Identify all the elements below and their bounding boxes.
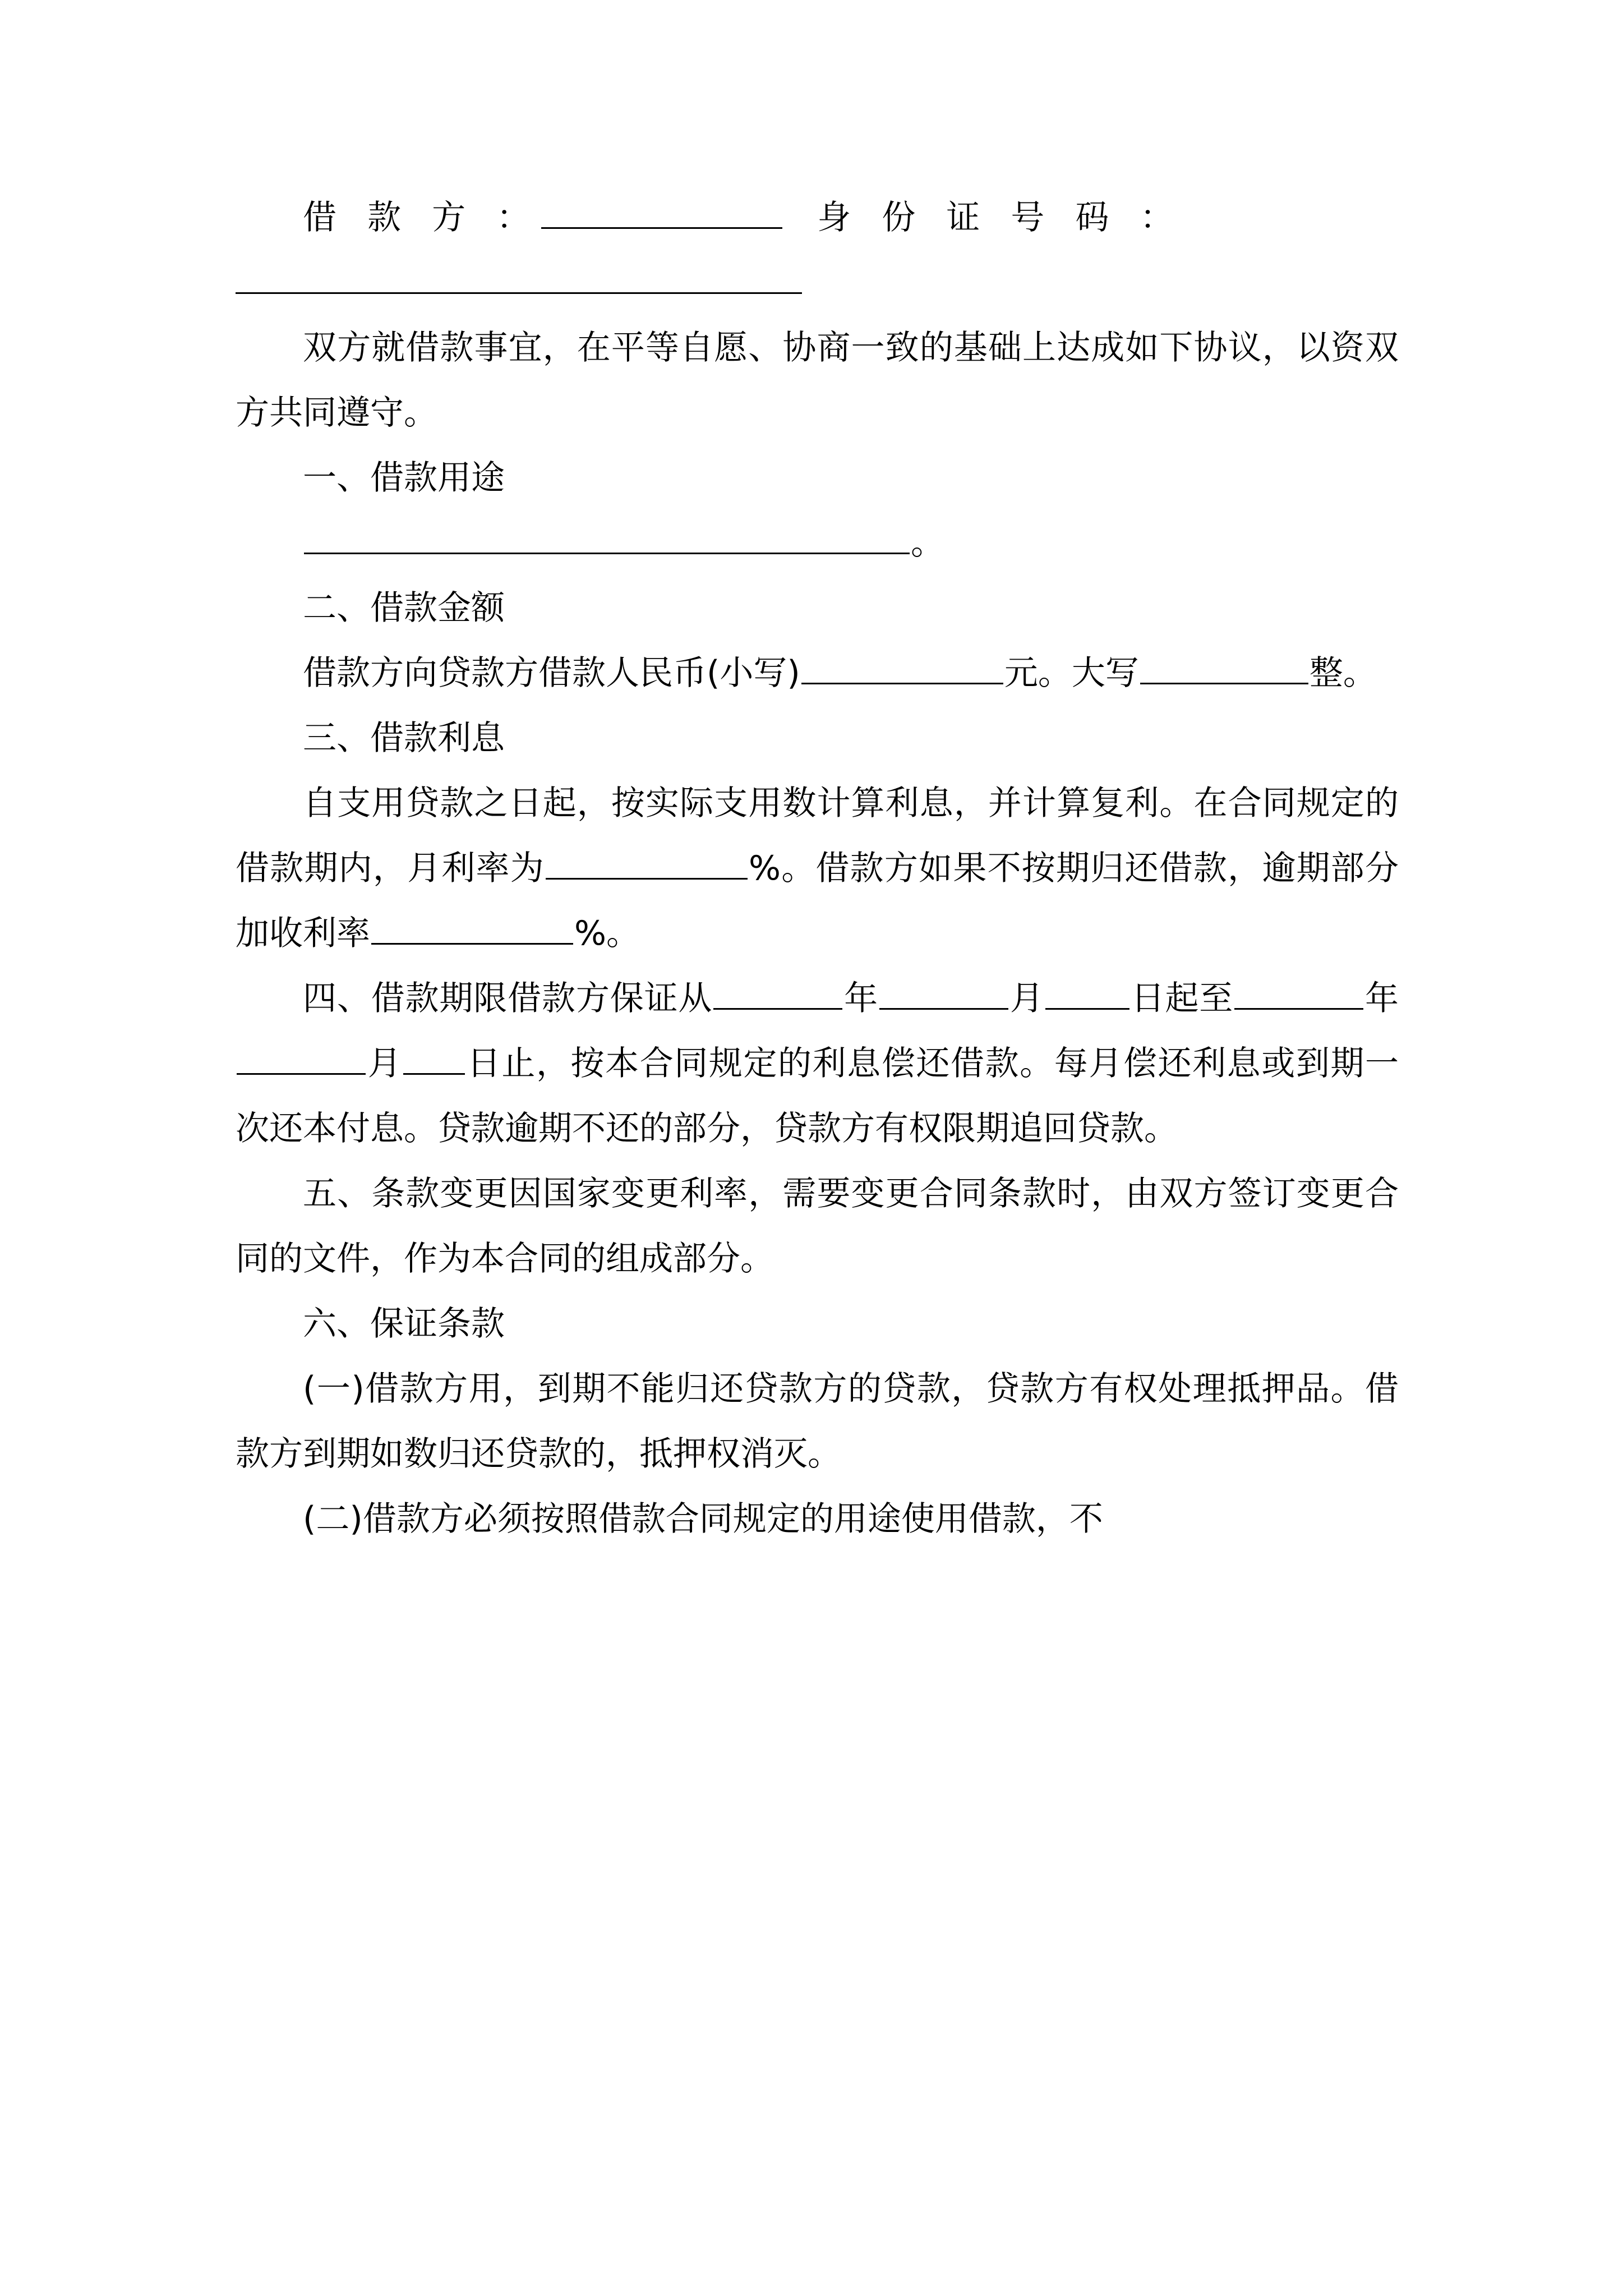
term-text-g: 日止，按本合同规定的利息偿还借款。每月偿还利息或到期一次还本付息。贷款逾期不还的部分，贷款方有权限期追回贷款。 xyxy=(236,1044,1399,1148)
end-day-blank[interactable] xyxy=(403,1038,465,1075)
term-text-c: 月 xyxy=(1009,979,1044,1018)
id-number-blank-line xyxy=(236,250,1399,315)
section-6-title: 六、保证条款 xyxy=(303,1304,505,1343)
section-6-item-2: (二)借款方必须按照借款合同规定的用途使用借款，不 xyxy=(303,1499,1103,1539)
amount-text-b: 元。大写 xyxy=(1004,654,1139,693)
start-month-blank[interactable] xyxy=(879,973,1008,1010)
amount-text-c: 整。 xyxy=(1309,654,1377,693)
id-number-label: 身 份 证 号 码 ： xyxy=(817,198,1184,237)
section-3-body xyxy=(236,771,1399,966)
amount-text-a: 借款方向贷款方借款人民币(小写) xyxy=(303,654,800,693)
start-day-blank[interactable] xyxy=(1045,973,1129,1010)
term-text-e: 年 xyxy=(1364,979,1399,1018)
end-month-blank[interactable] xyxy=(237,1038,366,1075)
section-1-period: 。 xyxy=(911,523,944,563)
section-3-title: 三、借款利息 xyxy=(303,719,505,758)
section-4-body xyxy=(236,966,1399,1161)
amount-words-blank[interactable] xyxy=(1140,648,1308,684)
interest-text-a: 自支用贷款之日起，按实际支用数计算利息，并计算复利。在合同规定的借款期内，月利率为 xyxy=(236,784,1399,888)
loan-purpose-blank[interactable] xyxy=(304,518,910,554)
term-text-f: 月 xyxy=(367,1044,403,1083)
section-1-title: 一、借款用途 xyxy=(303,458,505,498)
section-2-title: 二、借款金额 xyxy=(303,588,505,628)
term-text-b: 年 xyxy=(843,979,879,1018)
section-2-body xyxy=(236,641,1399,706)
section-6-item-1: (一)借款方用，到期不能归还贷款方的贷款，贷款方有权处理抵押品。借款方到期如数归还贷款的，抵押权消灭。 xyxy=(236,1369,1399,1474)
interest-text-c: %。 xyxy=(574,914,640,953)
monthly-rate-blank[interactable] xyxy=(546,843,748,880)
intro-paragraph: 双方就借款事宜，在平等自愿、协商一致的基础上达成如下协议，以资双方共同遵守。 xyxy=(236,328,1399,432)
borrower-name-blank[interactable] xyxy=(541,192,782,229)
interest-text-b: %。借款方如果不按期归还借款，逾期部分加收利率 xyxy=(236,849,1399,953)
overdue-rate-blank[interactable] xyxy=(371,908,573,945)
amount-numeric-blank[interactable] xyxy=(801,648,1003,684)
id-number-blank[interactable] xyxy=(236,257,802,294)
start-year-blank[interactable] xyxy=(713,973,842,1010)
document-body xyxy=(236,185,1399,1552)
end-year-blank[interactable] xyxy=(1234,973,1363,1010)
parties-line xyxy=(236,185,1399,250)
section-5-body: 五、条款变更因国家变更利率，需要变更合同条款时，由双方签订变更合同的文件，作为本合同的组成部分。 xyxy=(236,1174,1399,1278)
term-text-d: 日起至 xyxy=(1130,979,1234,1018)
term-text-a: 四、借款期限借款方保证从 xyxy=(303,979,713,1018)
borrower-label: 借 款 方 ： xyxy=(303,198,541,237)
section-1-blank-line xyxy=(236,510,1399,576)
